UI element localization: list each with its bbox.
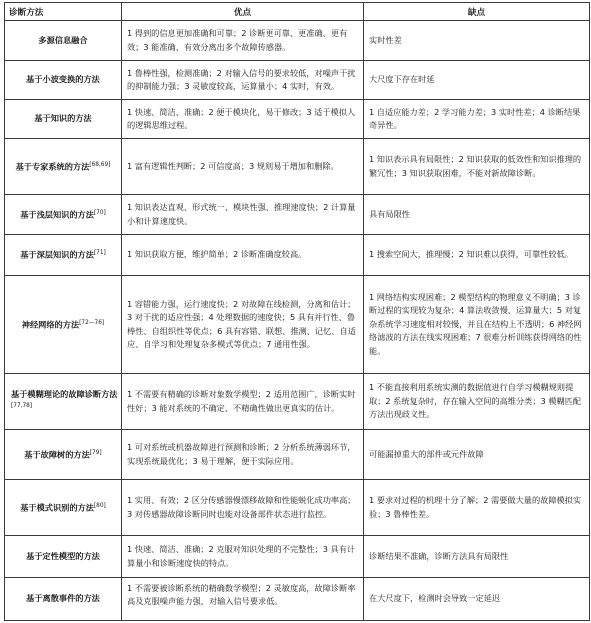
- advantages-cell: 1 知识获取方便，维护简单；2 诊断准确度较高。: [122, 235, 364, 276]
- method-name: 基于小波变换的方法: [26, 74, 100, 85]
- advantages-cell: 1 知识表达直观、形式统一、模块性强、推理速度快；2 计算量小和计算速度快。: [122, 195, 364, 235]
- method-cell: [5, 21, 122, 61]
- table-row: [5, 536, 590, 578]
- method-cell: [5, 430, 122, 480]
- method-cell: [5, 276, 122, 374]
- method-cell: [5, 139, 122, 195]
- method-name: 基于定性模型的方法: [26, 550, 100, 561]
- table-row: [5, 480, 590, 536]
- method-name: 基于专家系统的方法: [15, 161, 90, 172]
- advantages-cell: 1 得到的信息更加准确和可靠；2 诊断更可靠、更准确、更有效；3 能准确、有效分离出多个故障传感器。: [122, 21, 364, 61]
- reference-mark: [72—76]: [79, 319, 105, 326]
- disadvantages-cell: 1 网络结构实现困难；2 模型结构的物理意义不明确；3 诊断过程的实现较为复杂；4 算法收敛慢、运算量大；5 对复杂系统学习速度相对较慢，并且在结构上不透明；6 神经网络滤波的方法在线实现困难；7 很难分析训练获得网络的性能。: [364, 276, 590, 374]
- table-row: [5, 139, 590, 195]
- method-name: 神经网络的方法: [21, 319, 80, 330]
- advantages-cell: 1 不需要有精确的诊断对象数学模型；2 适用范围广，诊断实时性好；3 能对系统的不确定、不精确性做出更真实的估计。: [122, 374, 364, 430]
- diagnosis-method-comparison-table: [4, 2, 590, 621]
- table-row: [5, 61, 590, 100]
- disadvantages-cell: 具有局限性: [364, 195, 590, 235]
- method-name: 基于深层知识的方法: [20, 250, 94, 261]
- advantages-cell: 1 快速、简洁、准确；2 克服对知识处理的不完整性；3 具有计算量小和诊断速度快的特点。: [122, 536, 364, 578]
- method-cell: [5, 374, 122, 430]
- disadvantages-cell: 1 自适应能力差；2 学习能力差；3 实时性差；4 诊断结果奇异性。: [364, 100, 590, 139]
- disadvantages-cell: 1 要求对过程的机理十分了解；2 需要做大量的故障模拟实验；3 鲁棒性差。: [364, 480, 590, 536]
- header-method: 诊断方法: [5, 3, 122, 21]
- table-row: [5, 276, 590, 374]
- disadvantages-cell: 实时性差: [364, 21, 590, 61]
- method-cell: [5, 578, 122, 621]
- disadvantages-cell: 大尺度下存在时延: [364, 61, 590, 100]
- method-name: 基于模式识别的方法: [20, 502, 94, 513]
- method-name: 基于知识的方法: [34, 113, 92, 124]
- table-row: [5, 195, 590, 235]
- table-row: [5, 578, 590, 621]
- method-cell: [5, 100, 122, 139]
- reference-mark: [70]: [93, 209, 106, 216]
- method-name: 基于故障树的方法: [24, 449, 90, 460]
- table-header-row: [5, 3, 590, 21]
- table-row: [5, 430, 590, 480]
- advantages-cell: 1 实用、有效；2 区分传感器慢漂移故障和性能蜕化成功率高；3 对传感器故障诊断同时也能对设备部件状态进行监控。: [122, 480, 364, 536]
- disadvantages-cell: 诊断结果不准确，诊断方法具有局限性: [364, 536, 590, 578]
- method-cell: [5, 536, 122, 578]
- reference-mark: [79]: [89, 449, 102, 456]
- table-row: [5, 21, 590, 61]
- header-disadvantages: 缺点: [364, 3, 590, 21]
- method-cell: [5, 195, 122, 235]
- advantages-cell: 1 容错能力强，运行速度快；2 对故障在线检测，分离和估计；3 对干扰的适应性强；4 处理数据的速度快；5 具有并行性、鲁棒性、自组织性等优点；6 具有容错、联想、推测、记忆、自适应、自学习和处理复杂多模式等优点；7 通用性强。: [122, 276, 364, 374]
- method-name: 多源信息融合: [38, 34, 88, 45]
- disadvantages-cell: 可能漏掉重大的部件或元件故障: [364, 430, 590, 480]
- advantages-cell: 1 快速、简洁、准确；2 便于模块化，易于修改；3 适于模拟人的逻辑思维过程。: [122, 100, 364, 139]
- reference-mark: [71]: [93, 250, 106, 257]
- reference-mark: [77,78]: [11, 402, 33, 409]
- method-name: 基于模糊理论的故障诊断方法: [11, 389, 118, 400]
- method-cell: [5, 61, 122, 100]
- table-row: [5, 374, 590, 430]
- advantages-cell: 1 鲁棒性强，检测准确；2 对输入信号的要求较低，对噪声干扰的抑制能力强；3 灵敏度较高，运算量小；4 实时，有效。: [122, 61, 364, 100]
- disadvantages-cell: 1 知识表示具有局限性；2 知识获取的低效性和知识推理的繁冗性；3 知识获取困难，不能对新故障诊断。: [364, 139, 590, 195]
- method-cell: [5, 480, 122, 536]
- table-row: [5, 235, 590, 276]
- advantages-cell: 1 富有逻辑性判断；2 可信度高；3 规则易于增加和删除。: [122, 139, 364, 195]
- method-cell: [5, 235, 122, 276]
- reference-mark: [68,69]: [89, 161, 111, 168]
- method-name: 基于浅层知识的方法: [20, 209, 94, 220]
- disadvantages-cell: 在大尺度下，检测时会导致一定延迟: [364, 578, 590, 621]
- disadvantages-cell: 1 不能直接利用系统实测的数据值进行自学习模糊规则提取；2 系统复杂时，存在输入空间的高维分类；3 模糊匹配方法出现歧义性。: [364, 374, 590, 430]
- advantages-cell: 1 可对系统或机器故障进行预测和诊断；2 分析系统薄弱环节，实现系统最优化；3 易于理解，便于实际应用。: [122, 430, 364, 480]
- header-advantages: 优点: [122, 3, 364, 21]
- table-row: [5, 100, 590, 139]
- reference-mark: [80]: [93, 502, 106, 509]
- disadvantages-cell: 1 搜索空间大，推理慢；2 知识难以获得，可靠性较低。: [364, 235, 590, 276]
- method-name: 基于离散事件的方法: [26, 593, 100, 604]
- advantages-cell: 1 不需要被诊断系统的精确数学模型；2 灵敏度高，故障诊断率高及克服噪声能力强，对输入信号要求低。: [122, 578, 364, 621]
